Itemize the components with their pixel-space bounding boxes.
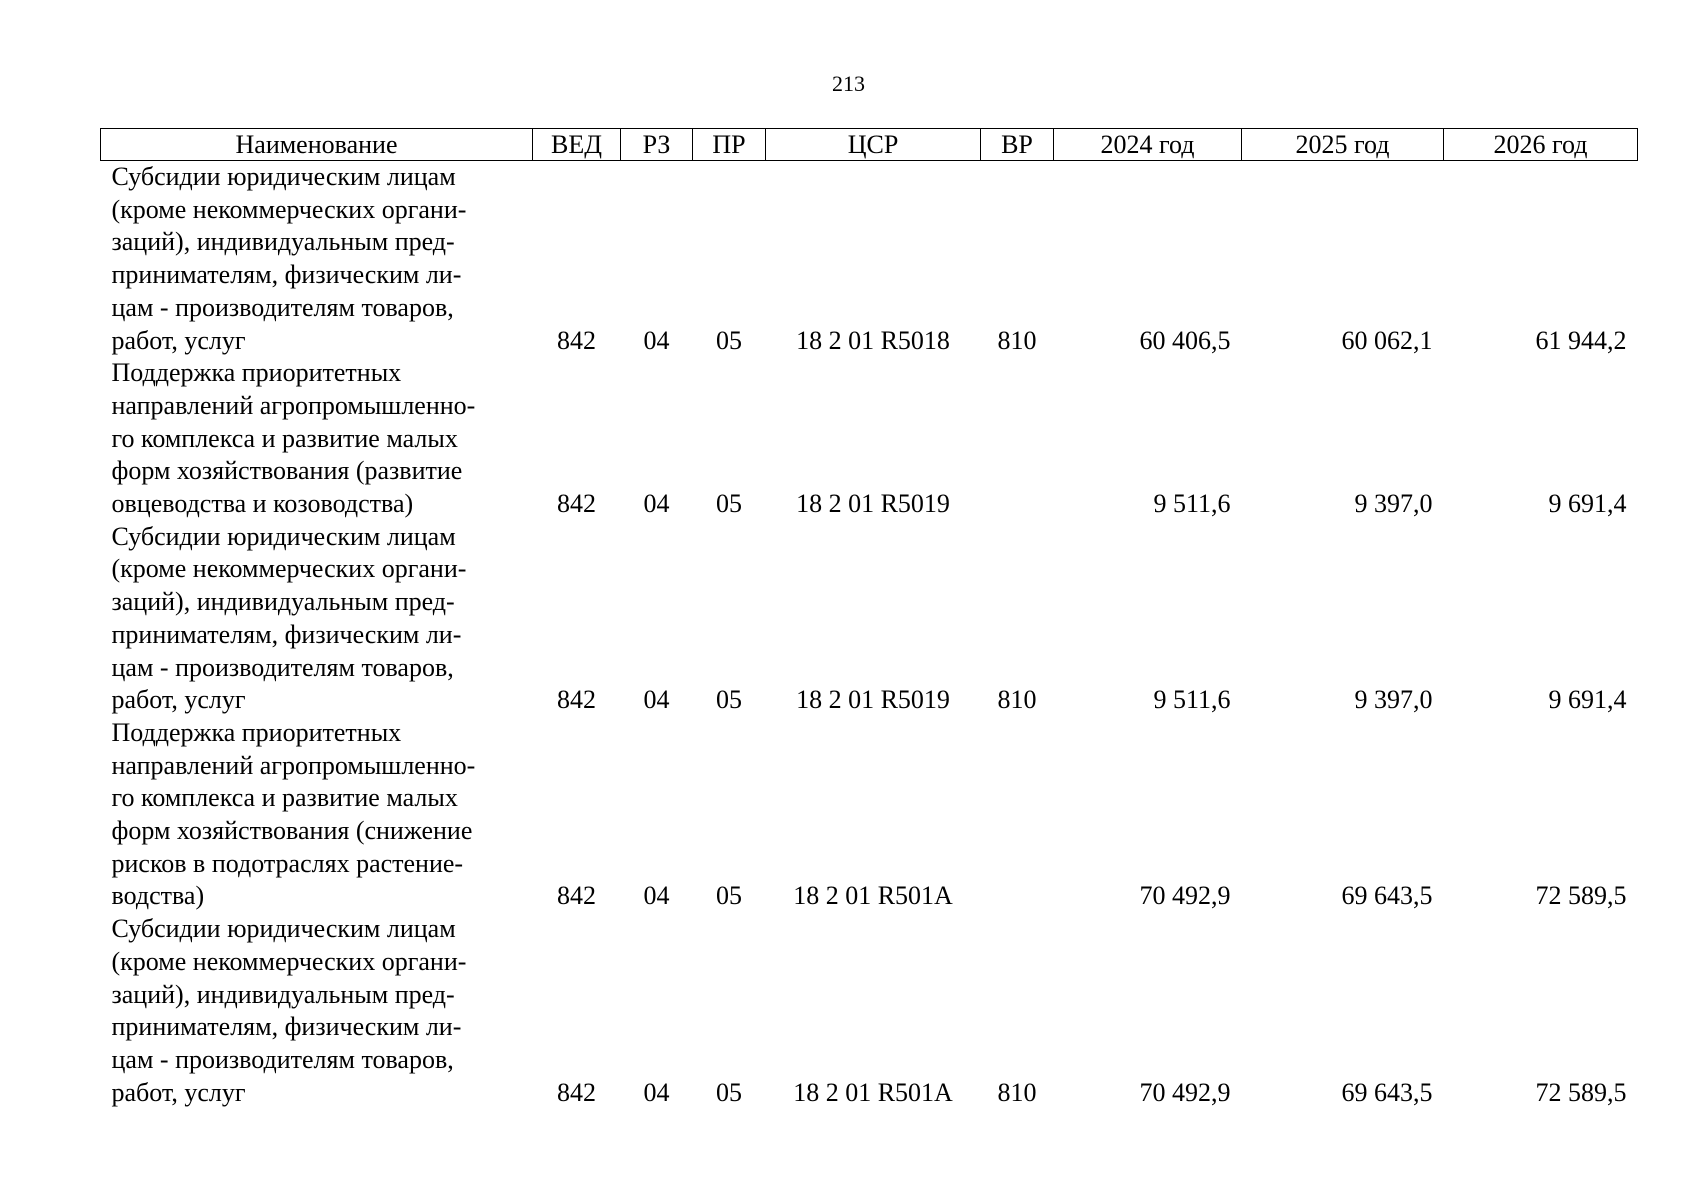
cell-2024: 70 492,9 <box>1139 1077 1231 1107</box>
name-line: работ, услуг <box>111 1077 246 1107</box>
cell-pr: 05 <box>716 489 742 519</box>
cell-name <box>101 357 533 521</box>
cell-rz: 04 <box>643 685 670 715</box>
cell-2024: 9 511,6 <box>1153 685 1231 715</box>
name-line: направлений агропромышленно- <box>111 390 476 420</box>
header-2026: 2026 год <box>1444 129 1638 161</box>
name-line: направлений агропромышленно- <box>111 750 476 780</box>
cell-vr: 810 <box>997 325 1037 355</box>
name-line: Субсидии юридическим лицам <box>111 162 456 191</box>
header-2024: 2024 год <box>1054 129 1242 161</box>
name-line: Поддержка приоритетных <box>111 717 402 747</box>
name-line: рисков в подотраслях растение- <box>111 848 464 878</box>
cell-csr: 18 2 01 R501A <box>793 881 953 911</box>
header-pr: ПР <box>693 129 766 161</box>
name-line: Субсидии юридическим лицам <box>111 521 456 551</box>
cell-2026: 72 589,5 <box>1535 881 1627 911</box>
cell-vr <box>981 357 1054 521</box>
cell-rz: 04 <box>643 881 670 911</box>
cell-rz: 04 <box>643 489 670 519</box>
cell-2026: 72 589,5 <box>1535 1077 1627 1107</box>
cell-2026: 9 691,4 <box>1548 685 1627 715</box>
name-line: цам - производителям товаров, <box>111 652 454 682</box>
name-line: заций), индивидуальным пред- <box>111 227 455 257</box>
cell-ved: 842 <box>557 685 596 715</box>
cell-2025: 60 062,1 <box>1341 325 1433 355</box>
cell-csr: 18 2 01 R5019 <box>796 489 950 519</box>
cell-2026: 61 944,2 <box>1535 325 1627 355</box>
name-line: принимателям, физическим ли- <box>111 260 462 290</box>
cell-pr: 05 <box>716 325 742 355</box>
cell-2024: 60 406,5 <box>1139 325 1231 355</box>
name-line: работ, услуг <box>111 325 246 355</box>
cell-rz: 04 <box>643 325 670 355</box>
name-line: Субсидии юридическим лицам <box>111 914 456 944</box>
name-line: заций), индивидуальным пред- <box>111 979 455 1009</box>
cell-csr: 18 2 01 R501A <box>793 1077 953 1107</box>
header-row <box>101 129 1638 161</box>
name-line: заций), индивидуальным пред- <box>111 587 455 617</box>
cell-name <box>101 521 533 717</box>
cell-2025: 9 397,0 <box>1354 489 1433 519</box>
table-body <box>101 161 1638 1110</box>
cell-csr: 18 2 01 R5018 <box>796 325 950 355</box>
cell-vr: 810 <box>997 685 1037 715</box>
cell-ved: 842 <box>557 489 596 519</box>
name-line: (кроме некоммерческих органи- <box>111 194 467 224</box>
table-row <box>101 521 1638 717</box>
header-vr: ВР <box>981 129 1054 161</box>
table-row <box>101 913 1638 1109</box>
name-line: цам - производителям товаров, <box>111 292 454 322</box>
table-row <box>101 357 1638 521</box>
cell-ved: 842 <box>557 881 596 911</box>
budget-table <box>100 128 1638 1109</box>
name-line: го комплекса и развитие малых <box>111 783 458 813</box>
name-line: форм хозяйствования (развитие <box>111 456 463 486</box>
name-line: (кроме некоммерческих органи- <box>111 946 467 976</box>
name-line: цам - производителям товаров, <box>111 1044 454 1074</box>
name-line: принимателям, физическим ли- <box>111 619 462 649</box>
cell-name <box>101 717 533 913</box>
header-2025: 2025 год <box>1242 129 1444 161</box>
header-ved: ВЕД <box>533 129 621 161</box>
name-line: принимателям, физическим ли- <box>111 1012 462 1042</box>
cell-2025: 9 397,0 <box>1354 685 1433 715</box>
cell-pr: 05 <box>716 1077 742 1107</box>
cell-ved: 842 <box>557 1077 596 1107</box>
cell-2024: 9 511,6 <box>1153 489 1231 519</box>
cell-name <box>101 913 533 1109</box>
table-row <box>101 717 1638 913</box>
header-csr: ЦСР <box>766 129 981 161</box>
cell-vr: 810 <box>997 1077 1037 1107</box>
cell-vr <box>981 717 1054 913</box>
cell-2026: 9 691,4 <box>1548 489 1627 519</box>
header-rz: РЗ <box>621 129 693 161</box>
table-header <box>101 129 1638 161</box>
cell-csr: 18 2 01 R5019 <box>796 685 950 715</box>
cell-pr: 05 <box>716 881 742 911</box>
header-name: Наименование <box>101 129 533 161</box>
name-line: работ, услуг <box>111 685 246 715</box>
cell-name <box>101 161 533 358</box>
cell-2025: 69 643,5 <box>1341 1077 1433 1107</box>
name-line: (кроме некоммерческих органи- <box>111 554 467 584</box>
name-line: водства) <box>111 881 205 911</box>
cell-2025: 69 643,5 <box>1341 881 1433 911</box>
name-line: го комплекса и развитие малых <box>111 423 458 453</box>
name-line: форм хозяйствования (снижение <box>111 816 473 846</box>
cell-rz: 04 <box>643 1077 670 1107</box>
cell-ved: 842 <box>557 325 596 355</box>
cell-2024: 70 492,9 <box>1139 881 1231 911</box>
name-line: овцеводства и козоводства) <box>111 489 414 519</box>
page-number: 213 <box>832 71 865 96</box>
table-row <box>101 161 1638 358</box>
name-line: Поддержка приоритетных <box>111 358 402 388</box>
cell-pr: 05 <box>716 685 742 715</box>
